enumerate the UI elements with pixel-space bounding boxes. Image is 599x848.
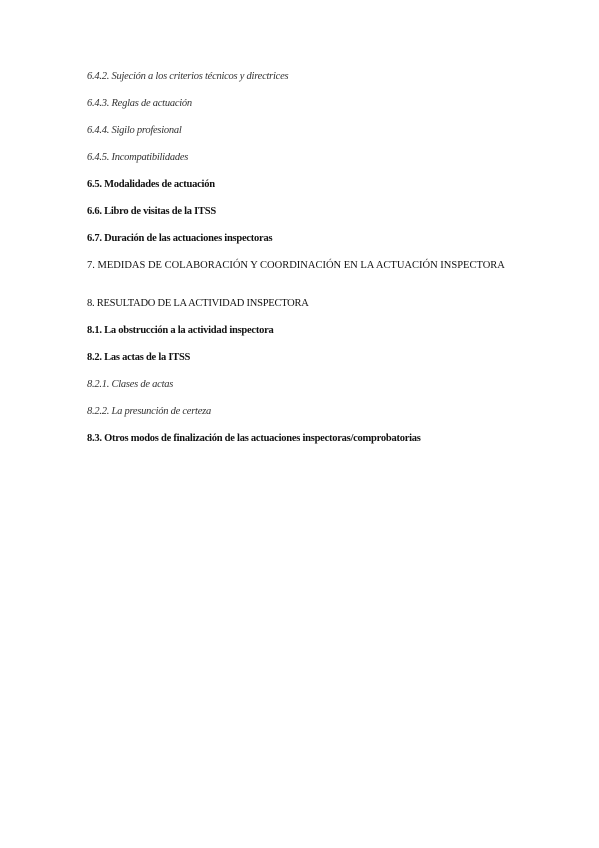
toc-entry-6-7: 6.7. Duración de las actuaciones inspectoras xyxy=(87,233,273,244)
toc-entry-6-6: 6.6. Libro de visitas de la ITSS xyxy=(87,206,216,217)
toc-entry-8-2: 8.2. Las actas de la ITSS xyxy=(87,352,191,363)
toc-entry-6-4-3: 6.4.3. Reglas de actuación xyxy=(87,98,192,109)
toc-entry-8-2-2: 8.2.2. La presunción de certeza xyxy=(87,406,211,417)
toc-entry-8-2-1: 8.2.1. Clases de actas xyxy=(87,379,174,390)
toc-entry-7: 7. MEDIDAS DE COLABORACIÓN Y COORDINACIÓN EN LA ACTUACIÓN INSPECTORA xyxy=(87,260,505,271)
toc-entry-8: 8. RESULTADO DE LA ACTIVIDAD INSPECTORA xyxy=(87,298,309,309)
toc-entry-6-5: 6.5. Modalidades de actuación xyxy=(87,179,215,190)
toc-entry-6-4-5: 6.4.5. Incompatibilidades xyxy=(87,152,189,163)
toc-entry-8-3: 8.3. Otros modos de finalización de las actuaciones inspectoras/comprobatorias xyxy=(87,433,421,444)
toc-entry-8-1: 8.1. La obstrucción a la actividad inspectora xyxy=(87,325,274,336)
toc-entry-6-4-4: 6.4.4. Sigilo profesional xyxy=(87,125,182,136)
toc-entry-6-4-2: 6.4.2. Sujeción a los criterios técnicos y directrices xyxy=(87,71,289,82)
